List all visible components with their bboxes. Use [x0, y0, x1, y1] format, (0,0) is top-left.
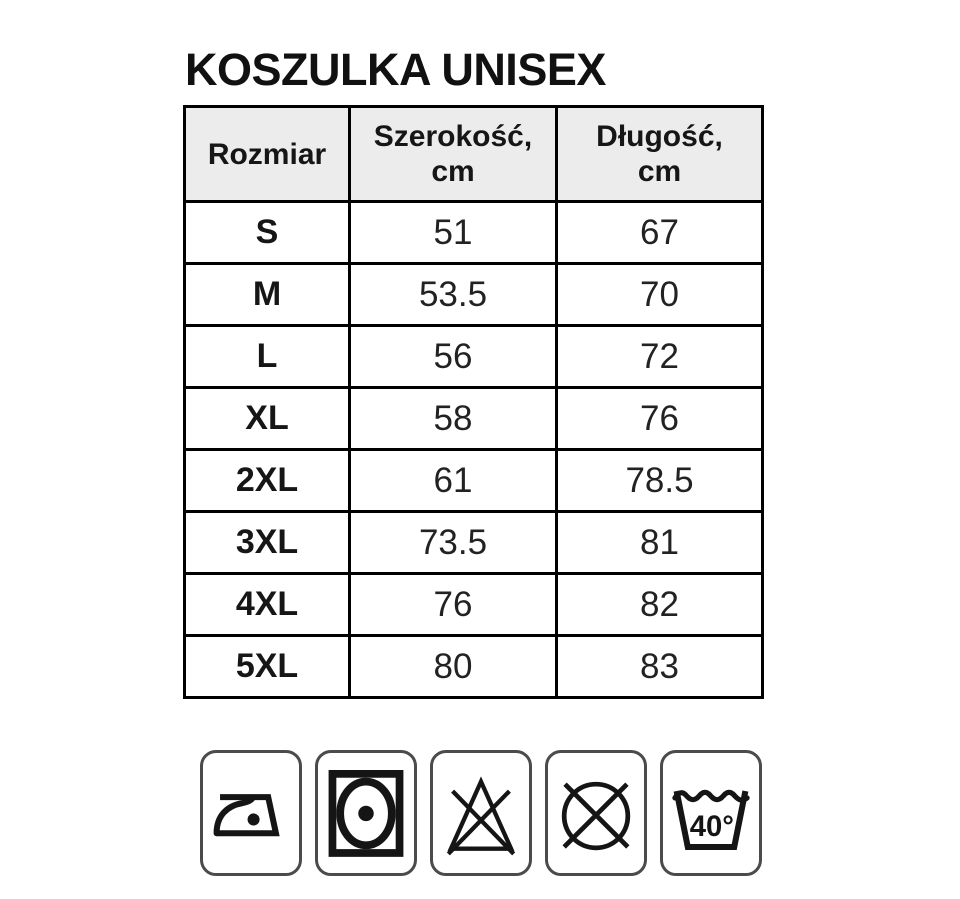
- size-cell: 5XL: [185, 636, 350, 698]
- column-header-label: Szerokość,: [373, 120, 533, 153]
- column-header-length: [557, 107, 763, 202]
- width-cell: 73.5: [350, 512, 557, 574]
- size-cell: 3XL: [185, 512, 350, 574]
- table-row: [185, 326, 763, 388]
- table-row: [185, 450, 763, 512]
- do-not-dry-clean-glyph: [553, 759, 639, 867]
- size-cell: L: [185, 326, 350, 388]
- column-header-size: [185, 107, 350, 202]
- length-cell: 83: [557, 636, 763, 698]
- width-cell: 51: [350, 202, 557, 264]
- size-cell: 2XL: [185, 450, 350, 512]
- length-cell: 70: [557, 264, 763, 326]
- width-cell: 80: [350, 636, 557, 698]
- table-row: [185, 388, 763, 450]
- column-header-label: Długość,: [596, 120, 723, 153]
- wash-40-degrees-icon: [660, 750, 762, 876]
- tumble-dry-icon: [315, 750, 417, 876]
- size-table: [183, 105, 764, 699]
- size-cell: S: [185, 202, 350, 264]
- size-cell: M: [185, 264, 350, 326]
- width-cell: 56: [350, 326, 557, 388]
- wash-tub-glyph: [668, 759, 754, 867]
- length-cell: 72: [557, 326, 763, 388]
- table-row: [185, 636, 763, 698]
- length-cell: 82: [557, 574, 763, 636]
- column-header-unit: cm: [637, 155, 682, 188]
- care-symbols-row: [200, 750, 762, 876]
- header-row: [185, 107, 763, 202]
- width-cell: 61: [350, 450, 557, 512]
- page-title: KOSZULKA UNISEX: [185, 44, 606, 95]
- length-cell: 67: [557, 202, 763, 264]
- table-row: [185, 512, 763, 574]
- column-header-width: [350, 107, 557, 202]
- width-cell: 58: [350, 388, 557, 450]
- length-cell: 81: [557, 512, 763, 574]
- column-header-label: Rozmiar: [207, 137, 327, 171]
- do-not-bleach-icon: [430, 750, 532, 876]
- width-cell: 76: [350, 574, 557, 636]
- do-not-dry-clean-icon: [545, 750, 647, 876]
- table-row: [185, 202, 763, 264]
- length-cell: 78.5: [557, 450, 763, 512]
- column-header-unit: cm: [431, 155, 475, 188]
- size-cell: XL: [185, 388, 350, 450]
- table-row: [185, 264, 763, 326]
- iron-low-heat-icon: [200, 750, 302, 876]
- table-row: [185, 574, 763, 636]
- width-cell: 53.5: [350, 264, 557, 326]
- wash-temp-label: 40°: [689, 810, 734, 843]
- size-cell: 4XL: [185, 574, 350, 636]
- tumble-dry-glyph: [323, 759, 409, 867]
- length-cell: 76: [557, 388, 763, 450]
- iron-glyph: [208, 759, 294, 867]
- do-not-bleach-glyph: [438, 759, 524, 867]
